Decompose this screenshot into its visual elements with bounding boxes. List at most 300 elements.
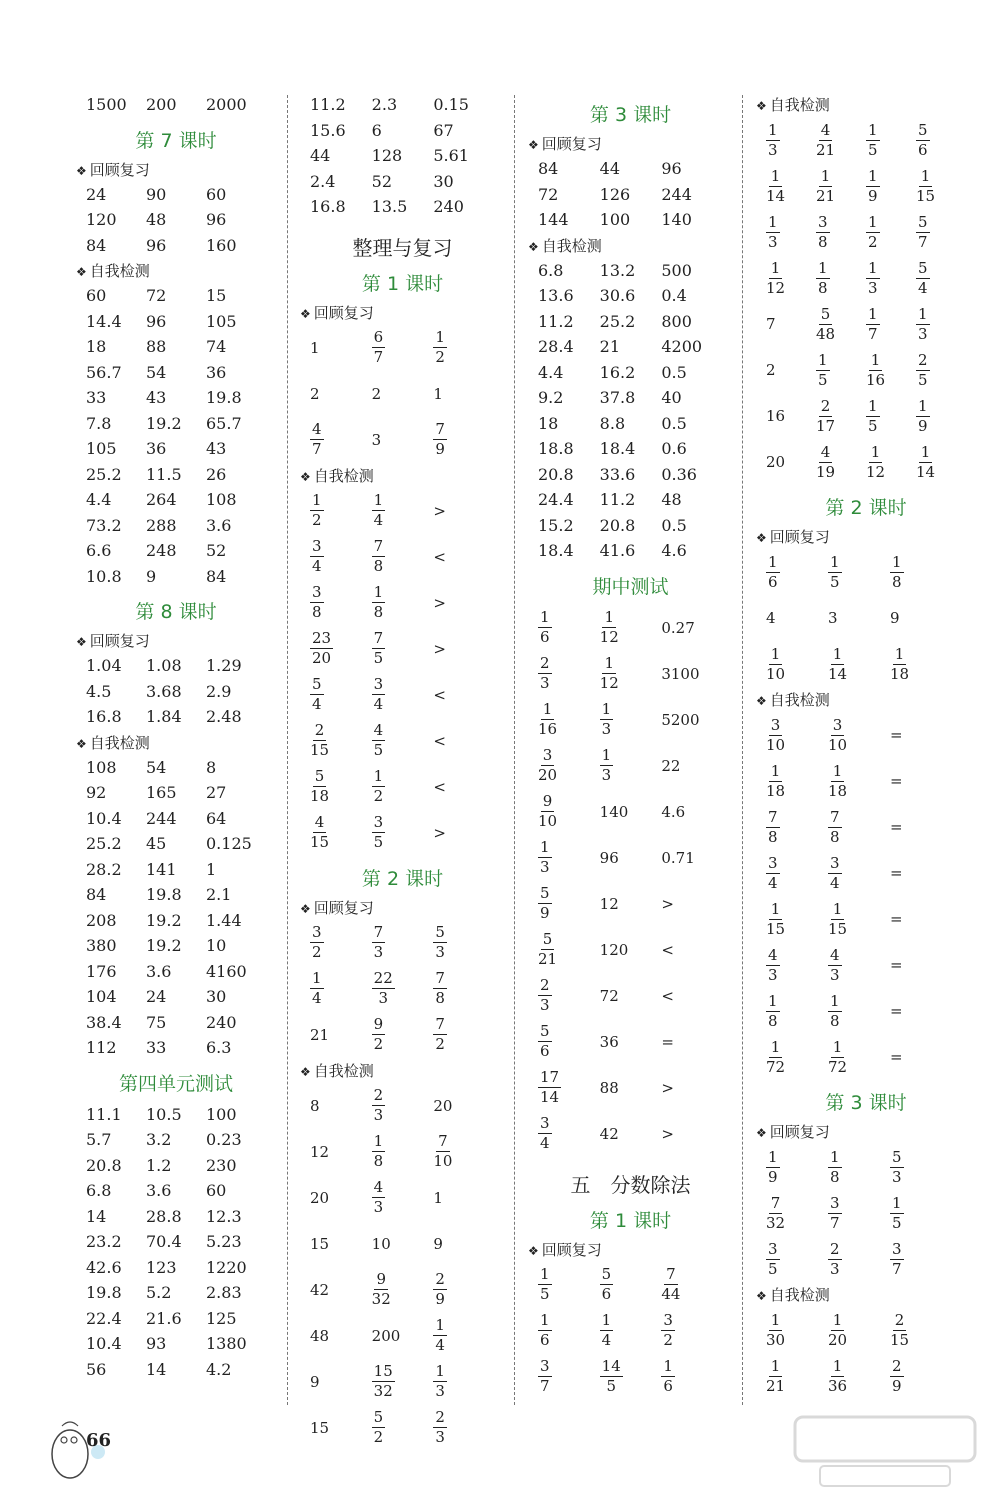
answer-cell bbox=[310, 385, 372, 403]
answer-value: 2.83 bbox=[206, 1283, 242, 1303]
answer-row bbox=[538, 436, 723, 462]
answer-cell bbox=[661, 337, 723, 356]
fraction bbox=[866, 304, 880, 343]
denominator: 4 bbox=[601, 1331, 612, 1349]
numerator: 1 bbox=[832, 899, 843, 918]
answer-cell bbox=[146, 1130, 206, 1149]
diamond-bullet-icon: ❖ bbox=[76, 163, 87, 178]
numerator: 1 bbox=[540, 608, 550, 626]
denominator: 4 bbox=[373, 511, 384, 529]
diamond-bullet-icon: ❖ bbox=[76, 265, 87, 279]
answer-row bbox=[86, 1306, 266, 1332]
answer-value: 48 bbox=[146, 210, 167, 230]
denominator: 8 bbox=[373, 603, 384, 621]
answer-value: 84 bbox=[86, 885, 107, 905]
answer-cell bbox=[866, 166, 916, 205]
denominator: 4 bbox=[312, 989, 322, 1007]
answer-cell bbox=[890, 1147, 952, 1186]
answer-row bbox=[86, 1255, 266, 1281]
answer-cell bbox=[433, 121, 495, 140]
answer-cell bbox=[766, 1193, 828, 1232]
answer-value: 75 bbox=[146, 1012, 167, 1032]
answer-value: 20 bbox=[433, 1096, 453, 1115]
answer-cell bbox=[206, 1156, 266, 1175]
answer-cell bbox=[433, 422, 495, 457]
answer-row bbox=[766, 804, 966, 850]
denominator: 15 bbox=[310, 833, 330, 851]
answer-cell bbox=[146, 1156, 206, 1175]
answer-row bbox=[86, 462, 266, 488]
answer-value: 0.27 bbox=[661, 618, 695, 637]
denominator: 10 bbox=[766, 735, 786, 754]
fraction bbox=[766, 1310, 786, 1349]
answer-cell bbox=[766, 258, 816, 297]
denominator: 15 bbox=[310, 741, 330, 759]
answer-value: 105 bbox=[86, 439, 117, 459]
answer-cell bbox=[866, 350, 916, 389]
answer-row bbox=[766, 758, 966, 804]
answer-cell bbox=[146, 541, 206, 560]
answer-cell bbox=[433, 925, 495, 960]
column-divider bbox=[742, 95, 743, 1405]
answer-cell bbox=[600, 210, 662, 229]
answer-cell bbox=[661, 159, 723, 178]
answer-cell bbox=[86, 1232, 146, 1251]
answer-value: 4.6 bbox=[661, 541, 687, 561]
answer-row bbox=[766, 347, 966, 393]
section-label: 自我检测 bbox=[313, 1061, 374, 1080]
numerator: 1 bbox=[770, 1310, 781, 1329]
fraction bbox=[310, 422, 324, 457]
diamond-bullet-icon: ❖ bbox=[76, 736, 87, 751]
answer-cell bbox=[206, 210, 266, 229]
fraction bbox=[372, 1134, 386, 1169]
answer-cell bbox=[538, 748, 600, 783]
answer-cell bbox=[828, 761, 890, 800]
numerator: 7 bbox=[373, 629, 384, 647]
answer-cell bbox=[661, 1267, 723, 1302]
answer-cell bbox=[206, 1181, 266, 1200]
answer-cell bbox=[146, 1334, 206, 1353]
answer-row bbox=[310, 1359, 495, 1405]
answer-value: < bbox=[433, 777, 446, 796]
denominator: 6 bbox=[601, 1285, 612, 1303]
answer-cell bbox=[600, 1079, 662, 1097]
answer-row bbox=[86, 1280, 266, 1306]
answer-cell bbox=[828, 1193, 890, 1232]
answer-value: 7.8 bbox=[86, 413, 112, 433]
numerator: 1 bbox=[540, 1265, 550, 1283]
answer-row bbox=[86, 513, 266, 539]
answer-value: 0.71 bbox=[661, 848, 695, 867]
answer-cell bbox=[890, 1310, 952, 1349]
answer-row bbox=[310, 118, 495, 144]
answer-value: = bbox=[890, 1002, 903, 1020]
section-heading bbox=[756, 689, 966, 710]
denominator: 3 bbox=[601, 766, 612, 784]
answer-value: 125 bbox=[206, 1308, 237, 1328]
answer-cell bbox=[816, 304, 866, 343]
numerator: 3 bbox=[373, 675, 384, 693]
numerator: 1 bbox=[601, 746, 612, 764]
fraction bbox=[766, 212, 780, 251]
answer-cell bbox=[538, 210, 600, 229]
denominator: 6 bbox=[768, 572, 778, 591]
fraction bbox=[538, 886, 552, 921]
answer-value: 9.2 bbox=[538, 388, 564, 408]
answer-cell bbox=[372, 1327, 434, 1345]
answer-value: 0.4 bbox=[661, 286, 687, 306]
fraction bbox=[538, 1313, 552, 1348]
answer-value: 1380 bbox=[206, 1334, 247, 1354]
fraction bbox=[866, 258, 880, 297]
numerator: 1 bbox=[868, 304, 878, 323]
answer-cell bbox=[206, 758, 266, 777]
answer-cell bbox=[866, 258, 916, 297]
answer-value: 20.8 bbox=[538, 464, 574, 484]
answer-value: > bbox=[433, 501, 446, 520]
answer-cell bbox=[600, 465, 662, 484]
answer-cell bbox=[372, 493, 434, 528]
answer-value: 264 bbox=[146, 490, 177, 510]
answer-value: > bbox=[661, 1078, 674, 1097]
answer-cell bbox=[146, 885, 206, 904]
denominator: 5 bbox=[868, 416, 878, 435]
answer-cell bbox=[661, 286, 723, 305]
answer-cell bbox=[600, 849, 662, 867]
answer-cell bbox=[146, 1360, 206, 1379]
answer-value: 1.84 bbox=[146, 707, 182, 727]
answer-cell bbox=[146, 783, 206, 802]
numerator: 3 bbox=[663, 1311, 673, 1329]
answer-cell bbox=[310, 585, 372, 620]
denominator: 9 bbox=[892, 1376, 902, 1395]
answer-value: 6.8 bbox=[86, 1181, 112, 1201]
answer-cell bbox=[538, 541, 600, 560]
answer-value: 84 bbox=[206, 566, 227, 586]
fraction bbox=[538, 1359, 552, 1394]
answer-row bbox=[538, 360, 723, 386]
denominator: 4 bbox=[312, 557, 322, 575]
numerator: 3 bbox=[540, 1114, 550, 1132]
denominator: 8 bbox=[768, 827, 778, 846]
answer-cell bbox=[600, 748, 662, 783]
answer-value: 208 bbox=[86, 910, 117, 930]
answer-cell bbox=[146, 312, 206, 331]
answer-cell bbox=[890, 609, 952, 627]
answer-value: 28.8 bbox=[146, 1206, 182, 1226]
section-label: 自我检测 bbox=[769, 96, 830, 114]
answer-cell bbox=[661, 261, 723, 280]
fraction bbox=[766, 807, 780, 846]
answer-cell bbox=[86, 1105, 146, 1124]
answer-row bbox=[86, 1357, 266, 1383]
answer-cell bbox=[538, 1024, 600, 1059]
denominator: 30 bbox=[766, 1330, 786, 1349]
diamond-bullet-icon: ❖ bbox=[528, 1243, 539, 1258]
numerator: 5 bbox=[312, 675, 322, 693]
answer-cell bbox=[600, 1313, 662, 1348]
numerator: 5 bbox=[435, 923, 445, 941]
answer-cell bbox=[206, 1130, 266, 1149]
answer-cell bbox=[372, 925, 434, 960]
answer-row bbox=[766, 1190, 966, 1236]
numerator: 5 bbox=[820, 304, 831, 323]
answer-cell bbox=[816, 166, 866, 205]
answer-value: 22 bbox=[661, 756, 681, 775]
fraction bbox=[866, 166, 880, 205]
answer-row bbox=[86, 385, 266, 411]
fraction bbox=[600, 1267, 614, 1302]
numerator: 1 bbox=[770, 644, 781, 663]
denominator: 3 bbox=[373, 1198, 384, 1216]
answer-cell bbox=[206, 465, 266, 484]
answer-value: 88 bbox=[146, 337, 167, 357]
numerator: 1 bbox=[435, 1362, 445, 1380]
answer-cell bbox=[433, 1364, 495, 1399]
denominator: 10 bbox=[433, 1152, 453, 1170]
answer-cell bbox=[661, 210, 723, 229]
answer-value: 11.2 bbox=[310, 95, 346, 115]
answer-cell bbox=[538, 286, 600, 305]
numerator: 7 bbox=[438, 1132, 448, 1150]
answer-cell bbox=[433, 95, 495, 114]
numerator: 4 bbox=[820, 120, 831, 139]
lesson-title: 第 1 课时 bbox=[589, 1209, 672, 1232]
answer-cell bbox=[86, 656, 146, 675]
denominator: 2 bbox=[373, 787, 384, 805]
answer-row bbox=[538, 207, 723, 233]
answer-row bbox=[86, 309, 266, 335]
answer-value: 33.6 bbox=[599, 464, 636, 484]
answer-cell bbox=[890, 1002, 952, 1020]
answer-cell bbox=[86, 809, 146, 828]
denominator: 72 bbox=[766, 1057, 786, 1076]
answer-cell bbox=[86, 1207, 146, 1226]
answer-cell bbox=[890, 1356, 952, 1395]
answer-cell bbox=[310, 723, 372, 758]
answer-value: 200 bbox=[146, 95, 177, 115]
numerator: 17 bbox=[540, 1068, 560, 1086]
fraction bbox=[538, 702, 557, 737]
denominator: 5 bbox=[606, 1377, 616, 1395]
section-label: 自我检测 bbox=[313, 466, 374, 485]
answer-row bbox=[86, 182, 266, 208]
answer-value: 3.6 bbox=[146, 961, 172, 981]
answer-value: > bbox=[661, 1124, 674, 1143]
answer-cell bbox=[766, 1356, 828, 1395]
section-heading bbox=[300, 1060, 495, 1081]
answer-value: < bbox=[433, 731, 446, 750]
answer-cell bbox=[206, 1207, 266, 1226]
answer-value: 16.2 bbox=[599, 362, 636, 382]
answer-cell bbox=[86, 567, 146, 586]
answer-cell bbox=[916, 212, 966, 251]
fraction bbox=[828, 853, 842, 892]
answer-value: 10.4 bbox=[86, 808, 122, 828]
denominator: 9 bbox=[868, 186, 878, 205]
numerator: 1 bbox=[770, 761, 781, 780]
answer-cell bbox=[372, 1180, 434, 1215]
answer-value: 800 bbox=[661, 311, 692, 331]
answer-cell bbox=[146, 1013, 206, 1032]
answer-value: 10.5 bbox=[146, 1104, 182, 1124]
fraction bbox=[310, 971, 324, 1006]
denominator: 32 bbox=[371, 1290, 391, 1308]
answer-cell bbox=[661, 849, 723, 867]
answer-cell bbox=[86, 1258, 146, 1277]
answer-row bbox=[538, 1019, 723, 1065]
denominator: 8 bbox=[830, 1011, 840, 1030]
answer-row bbox=[310, 580, 495, 626]
answer-cell bbox=[206, 936, 266, 955]
answer-cell bbox=[433, 548, 495, 566]
answer-row bbox=[310, 1221, 495, 1267]
fraction bbox=[372, 1088, 386, 1123]
answer-row bbox=[86, 538, 266, 564]
answer-cell bbox=[206, 185, 266, 204]
answer-value: 4.4 bbox=[538, 362, 564, 382]
numerator: 5 bbox=[918, 212, 928, 231]
answer-value: 240 bbox=[433, 197, 464, 217]
fraction bbox=[890, 1239, 904, 1278]
fraction bbox=[538, 932, 557, 967]
answer-value: 1 bbox=[206, 859, 217, 879]
answer-cell bbox=[372, 146, 434, 165]
answer-cell bbox=[86, 885, 146, 904]
answer-value: 96 bbox=[146, 311, 167, 331]
section-heading bbox=[756, 1121, 966, 1142]
answer-row bbox=[86, 487, 266, 513]
denominator: 16 bbox=[538, 720, 558, 738]
answer-cell bbox=[372, 1364, 434, 1399]
answer-cell bbox=[766, 407, 816, 425]
answer-cell bbox=[866, 304, 916, 343]
answer-cell bbox=[372, 121, 434, 140]
answer-value: 84 bbox=[86, 235, 107, 255]
numerator: 7 bbox=[373, 537, 384, 555]
diamond-bullet-icon: ❖ bbox=[300, 901, 311, 916]
answer-row bbox=[538, 258, 723, 284]
denominator: 4 bbox=[918, 278, 928, 297]
fraction bbox=[372, 971, 395, 1006]
answer-value: 52 bbox=[206, 541, 227, 561]
answer-value: 176 bbox=[86, 961, 117, 981]
answer-cell bbox=[372, 585, 434, 620]
denominator: 5 bbox=[918, 370, 928, 389]
answer-cell bbox=[538, 932, 600, 967]
fraction bbox=[828, 1037, 848, 1076]
answer-value: 6.6 bbox=[86, 541, 112, 561]
answer-cell bbox=[538, 1359, 600, 1394]
answer-row bbox=[86, 908, 266, 934]
denominator: 15 bbox=[828, 919, 848, 938]
numerator: 1 bbox=[768, 212, 778, 231]
fraction bbox=[433, 1017, 447, 1052]
answer-cell bbox=[310, 121, 372, 140]
section-label: 自我检测 bbox=[89, 262, 150, 280]
numerator: 23 bbox=[312, 629, 332, 647]
fraction bbox=[310, 631, 333, 666]
answer-cell bbox=[766, 1239, 828, 1278]
answer-value: 13.5 bbox=[371, 197, 408, 217]
answer-value: 70.4 bbox=[146, 1232, 182, 1252]
denominator: 4 bbox=[312, 695, 322, 713]
answer-cell bbox=[146, 465, 206, 484]
answer-cell bbox=[600, 987, 662, 1005]
fraction bbox=[916, 120, 930, 159]
numerator: 1 bbox=[868, 166, 878, 185]
denominator: 12 bbox=[766, 278, 786, 297]
fraction bbox=[828, 807, 842, 846]
answer-cell bbox=[661, 1359, 723, 1394]
answer-row bbox=[86, 1010, 266, 1036]
answer-cell bbox=[661, 363, 723, 382]
answer-value: 7 bbox=[766, 315, 776, 333]
fraction bbox=[372, 493, 386, 528]
answer-cell bbox=[433, 778, 495, 796]
denominator: 18 bbox=[828, 781, 848, 800]
numerator: 1 bbox=[894, 644, 905, 663]
answer-cell bbox=[766, 807, 828, 846]
answer-value: < bbox=[661, 940, 674, 959]
answer-cell bbox=[146, 860, 206, 879]
answer-value: > bbox=[661, 894, 674, 913]
answer-cell bbox=[890, 772, 952, 790]
answer-cell bbox=[86, 987, 146, 1006]
denominator: 5 bbox=[768, 1259, 778, 1278]
denominator: 3 bbox=[435, 1382, 445, 1400]
numerator: 1 bbox=[920, 442, 931, 461]
numerator: 7 bbox=[830, 807, 840, 826]
answer-value: = bbox=[890, 818, 903, 836]
answer-cell bbox=[433, 824, 495, 842]
answer-cell bbox=[600, 610, 662, 645]
numerator: 1 bbox=[770, 899, 781, 918]
answer-cell bbox=[538, 261, 600, 280]
answer-cell bbox=[916, 120, 966, 159]
numerator: 1 bbox=[830, 1147, 840, 1166]
fraction bbox=[816, 166, 836, 205]
answer-cell bbox=[86, 783, 146, 802]
answer-value: 8 bbox=[310, 1096, 320, 1115]
answer-row bbox=[86, 984, 266, 1010]
answer-cell bbox=[766, 1310, 828, 1349]
answer-cell bbox=[206, 1013, 266, 1032]
answer-cell bbox=[372, 172, 434, 191]
answer-cell bbox=[766, 166, 816, 205]
answer-row bbox=[86, 207, 266, 233]
denominator: 15 bbox=[916, 186, 936, 205]
answer-row bbox=[86, 92, 266, 118]
answer-cell bbox=[86, 707, 146, 726]
numerator: 1 bbox=[373, 491, 384, 509]
answer-cell bbox=[206, 1258, 266, 1277]
answer-cell bbox=[538, 978, 600, 1013]
fraction bbox=[766, 991, 780, 1030]
answer-cell bbox=[890, 552, 952, 591]
section-label: 回顾复习 bbox=[313, 303, 374, 322]
answer-cell bbox=[206, 1038, 266, 1057]
answer-cell bbox=[433, 971, 495, 1006]
denominator: 7 bbox=[540, 1377, 550, 1395]
answer-cell bbox=[372, 95, 434, 114]
answer-cell bbox=[206, 962, 266, 981]
answer-value: 165 bbox=[146, 783, 177, 803]
answer-cell bbox=[661, 185, 723, 204]
answer-value: 1.44 bbox=[206, 910, 242, 930]
answer-row bbox=[538, 743, 723, 789]
